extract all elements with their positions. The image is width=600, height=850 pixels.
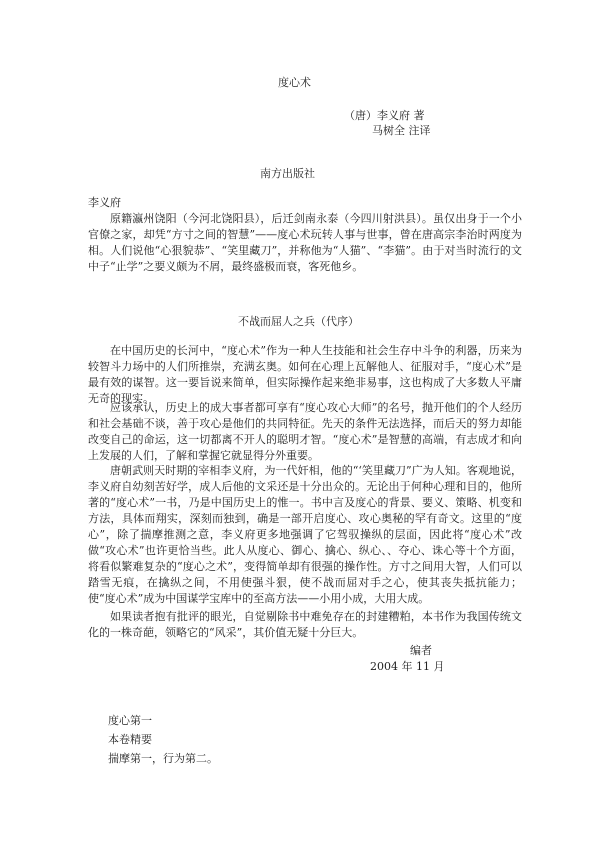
author-bio-paragraph: 原籍瀛州饶阳（今河北饶阳县），后迁剑南永泰（今四川射洪县）。虽仅出身于一个小官僚之家，却凭“方寸之间的智慧”——度心术玩转人事与世事，曾在唐高宗李治时两度为相。人们说他“心狠貌恭”、“笑里藏刀”，并称他为“人猫”、“李猫”。由于对当时流行的文中子“止学”之要义颇为不屑，最终盛极而衰，客死他乡。 [88,212,522,273]
publisher: 南方出版社 [260,167,315,180]
summary-label: 本卷精要 [108,733,152,746]
chapter-first-line: 揣摩第一，行为第二。 [108,752,218,765]
author-credit: （唐）李义府 著 [344,109,425,122]
preface-paragraph-1: 在中国历史的长河中，“度心术”作为一种人生技能和社会生存中斗争的利器，历来为较智斗力场中的人们所推崇，充满玄奥。如何在心理上瓦解他人、征服对手，“度心术”是最有效的谋智。这一要旨说来简单，但实际操作起来绝非易事，这也构成了大多数人平庸无奇的现实。 [88,344,522,405]
preface-paragraph-2: 应该承认，历史上的成大事者都可享有“度心攻心大师”的名号，抛开他们的个人经历和社会基础不谈，善于攻心是他们的共同特征。先天的条件无法选择，而后天的努力却能改变自己的命运，这一切都离不开人的聪明才智。“度心术”是智慧的高端，有志成才和向上发展的人们，了解和掌握它就显得分外重要。 [88,401,522,462]
book-title: 度心术 [278,76,311,89]
preface-paragraph-3: 唐朝武则天时期的宰相李义府，为一代奸相，他的“‘笑里藏刀”广为人知。客观地说，李义府自幼刻苦好学，成人后他的文采还是十分出众的。无论出于何种心理和目的，他所著的“度心术”一书，乃是中国历史上的惟一。书中言及度心的背景、要义、策略、机变和方法，具体而翔实，深刻而独到，确是一部开启度心、攻心奥秘的罕有奇文。这里的“度心”，除了揣摩推测之意，李义府更多地强调了它驾驭操纵的层面，因此将“度心术”改做“攻心术”也许更恰当些。此人从度心、御心、擒心、纵心、、夺心、诛心等十个方面，将看似繁难复杂的“度心之术”，变得简单却有很强的操作性。方寸之间用大智，人们可以踏雪无痕，在擒纵之间，不用使强斗狠，使不战而屈对手之心，使其丧失抵抗能力；使“度心术”成为中国谋学宝库中的至高方法——小用小成，大用大成。 [88,464,522,605]
preface-signature: 编者 [410,644,432,657]
preface-heading: 不战而屈人之兵（代序） [238,315,359,328]
chapter-title: 度心第一 [108,714,152,727]
preface-paragraph-4: 如果读者抱有批评的眼光，自觉剔除书中难免存在的封建糟粕，本书作为我国传统文化的一株奇葩，领略它的“风采”，其价值无疑十分巨大。 [88,610,522,639]
translator-credit: 马树全 注译 [372,124,431,137]
preface-date: 2004 年 11 月 [370,660,445,673]
author-name-heading: 李义府 [88,196,121,209]
